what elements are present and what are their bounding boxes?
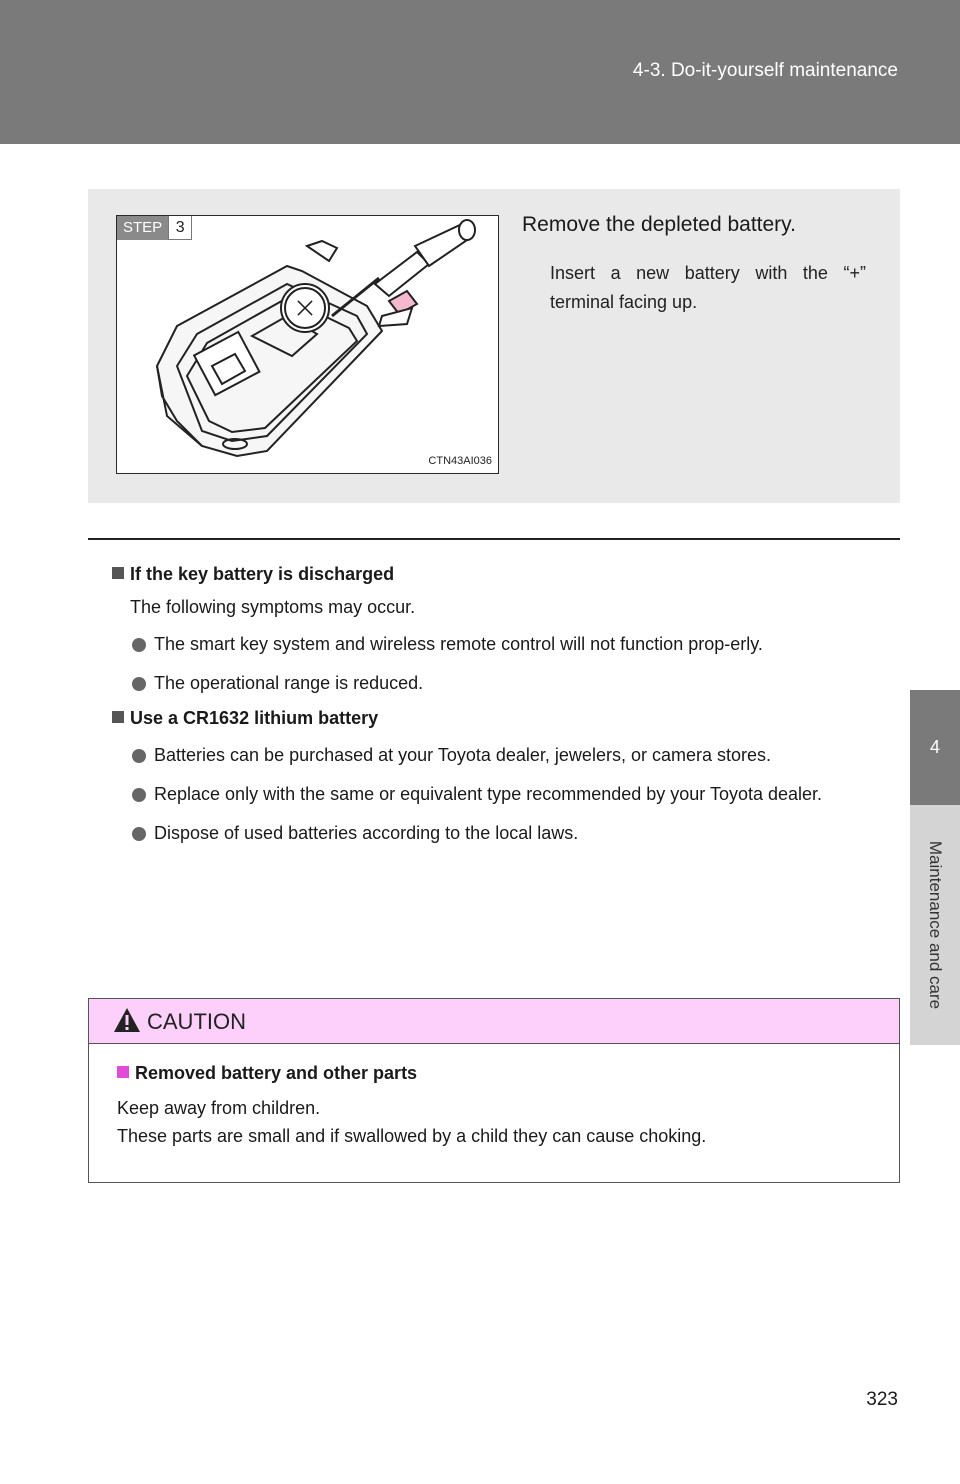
section-title: 4-3. Do-it-yourself maintenance bbox=[632, 60, 898, 81]
list-item bbox=[130, 741, 878, 770]
note-heading-text: If the key battery is discharged bbox=[130, 564, 395, 584]
bullet-dot-icon bbox=[132, 827, 146, 841]
bullet-dot-icon bbox=[132, 638, 146, 652]
list-item-text: The smart key system and wireless remote control will not function prop-erly. bbox=[154, 634, 763, 654]
caution-line: These parts are small and if swallowed by a child they can cause choking. bbox=[117, 1126, 707, 1146]
chapter-number: 4 bbox=[929, 737, 940, 757]
caution-title: CAUTION bbox=[147, 1009, 246, 1034]
note-intro: The following symptoms may occur. bbox=[130, 597, 416, 617]
list-item bbox=[130, 669, 878, 698]
caution-heading-text: Removed battery and other parts bbox=[135, 1063, 418, 1083]
battery-illustration bbox=[116, 215, 499, 474]
caution-body bbox=[117, 1063, 877, 1150]
section-divider bbox=[88, 538, 900, 540]
caution-line: Keep away from children. bbox=[117, 1098, 321, 1118]
step-subtitle: Insert a new battery with the “+” terminal facing up. bbox=[550, 263, 866, 312]
square-bullet-icon bbox=[112, 711, 124, 723]
list-item bbox=[130, 819, 878, 848]
bullet-dot-icon bbox=[132, 677, 146, 691]
key-fob-drawing bbox=[117, 216, 499, 474]
list-item-text: The operational range is reduced. bbox=[154, 673, 424, 693]
list-item-text: Batteries can be purchased at your Toyota dealer, jewelers, or camera stores. bbox=[154, 745, 771, 765]
square-bullet-icon bbox=[117, 1066, 129, 1078]
note-heading-text: Use a CR1632 lithium battery bbox=[130, 708, 379, 728]
list-item-text: Dispose of used batteries according to the local laws. bbox=[154, 823, 579, 843]
step-label: STEP bbox=[117, 216, 168, 240]
step-badge bbox=[117, 216, 192, 240]
bullet-dot-icon bbox=[132, 788, 146, 802]
warning-icon bbox=[113, 1007, 141, 1033]
step-title: Remove the depleted battery. bbox=[522, 213, 796, 236]
page-number: 323 bbox=[866, 1389, 898, 1410]
list-item bbox=[130, 630, 878, 659]
list-item bbox=[130, 780, 878, 809]
page-header bbox=[0, 0, 960, 144]
chapter-strip bbox=[910, 805, 960, 1045]
note-heading bbox=[112, 564, 878, 585]
bullet-dot-icon bbox=[132, 749, 146, 763]
list-item-text: Replace only with the same or equivalent type recommended by your Toyota dealer. bbox=[154, 784, 823, 804]
chapter-tab bbox=[910, 690, 960, 805]
step-box bbox=[88, 189, 900, 503]
square-bullet-icon bbox=[112, 567, 124, 579]
figure-code: CTN43AI036 bbox=[428, 455, 492, 467]
caution-header bbox=[89, 999, 899, 1044]
step-number: 3 bbox=[168, 216, 192, 240]
caution-box bbox=[88, 998, 900, 1183]
notes bbox=[112, 564, 878, 858]
caution-heading bbox=[117, 1063, 877, 1084]
note-heading bbox=[112, 708, 878, 729]
chapter-label: Maintenance and care bbox=[926, 840, 945, 1010]
